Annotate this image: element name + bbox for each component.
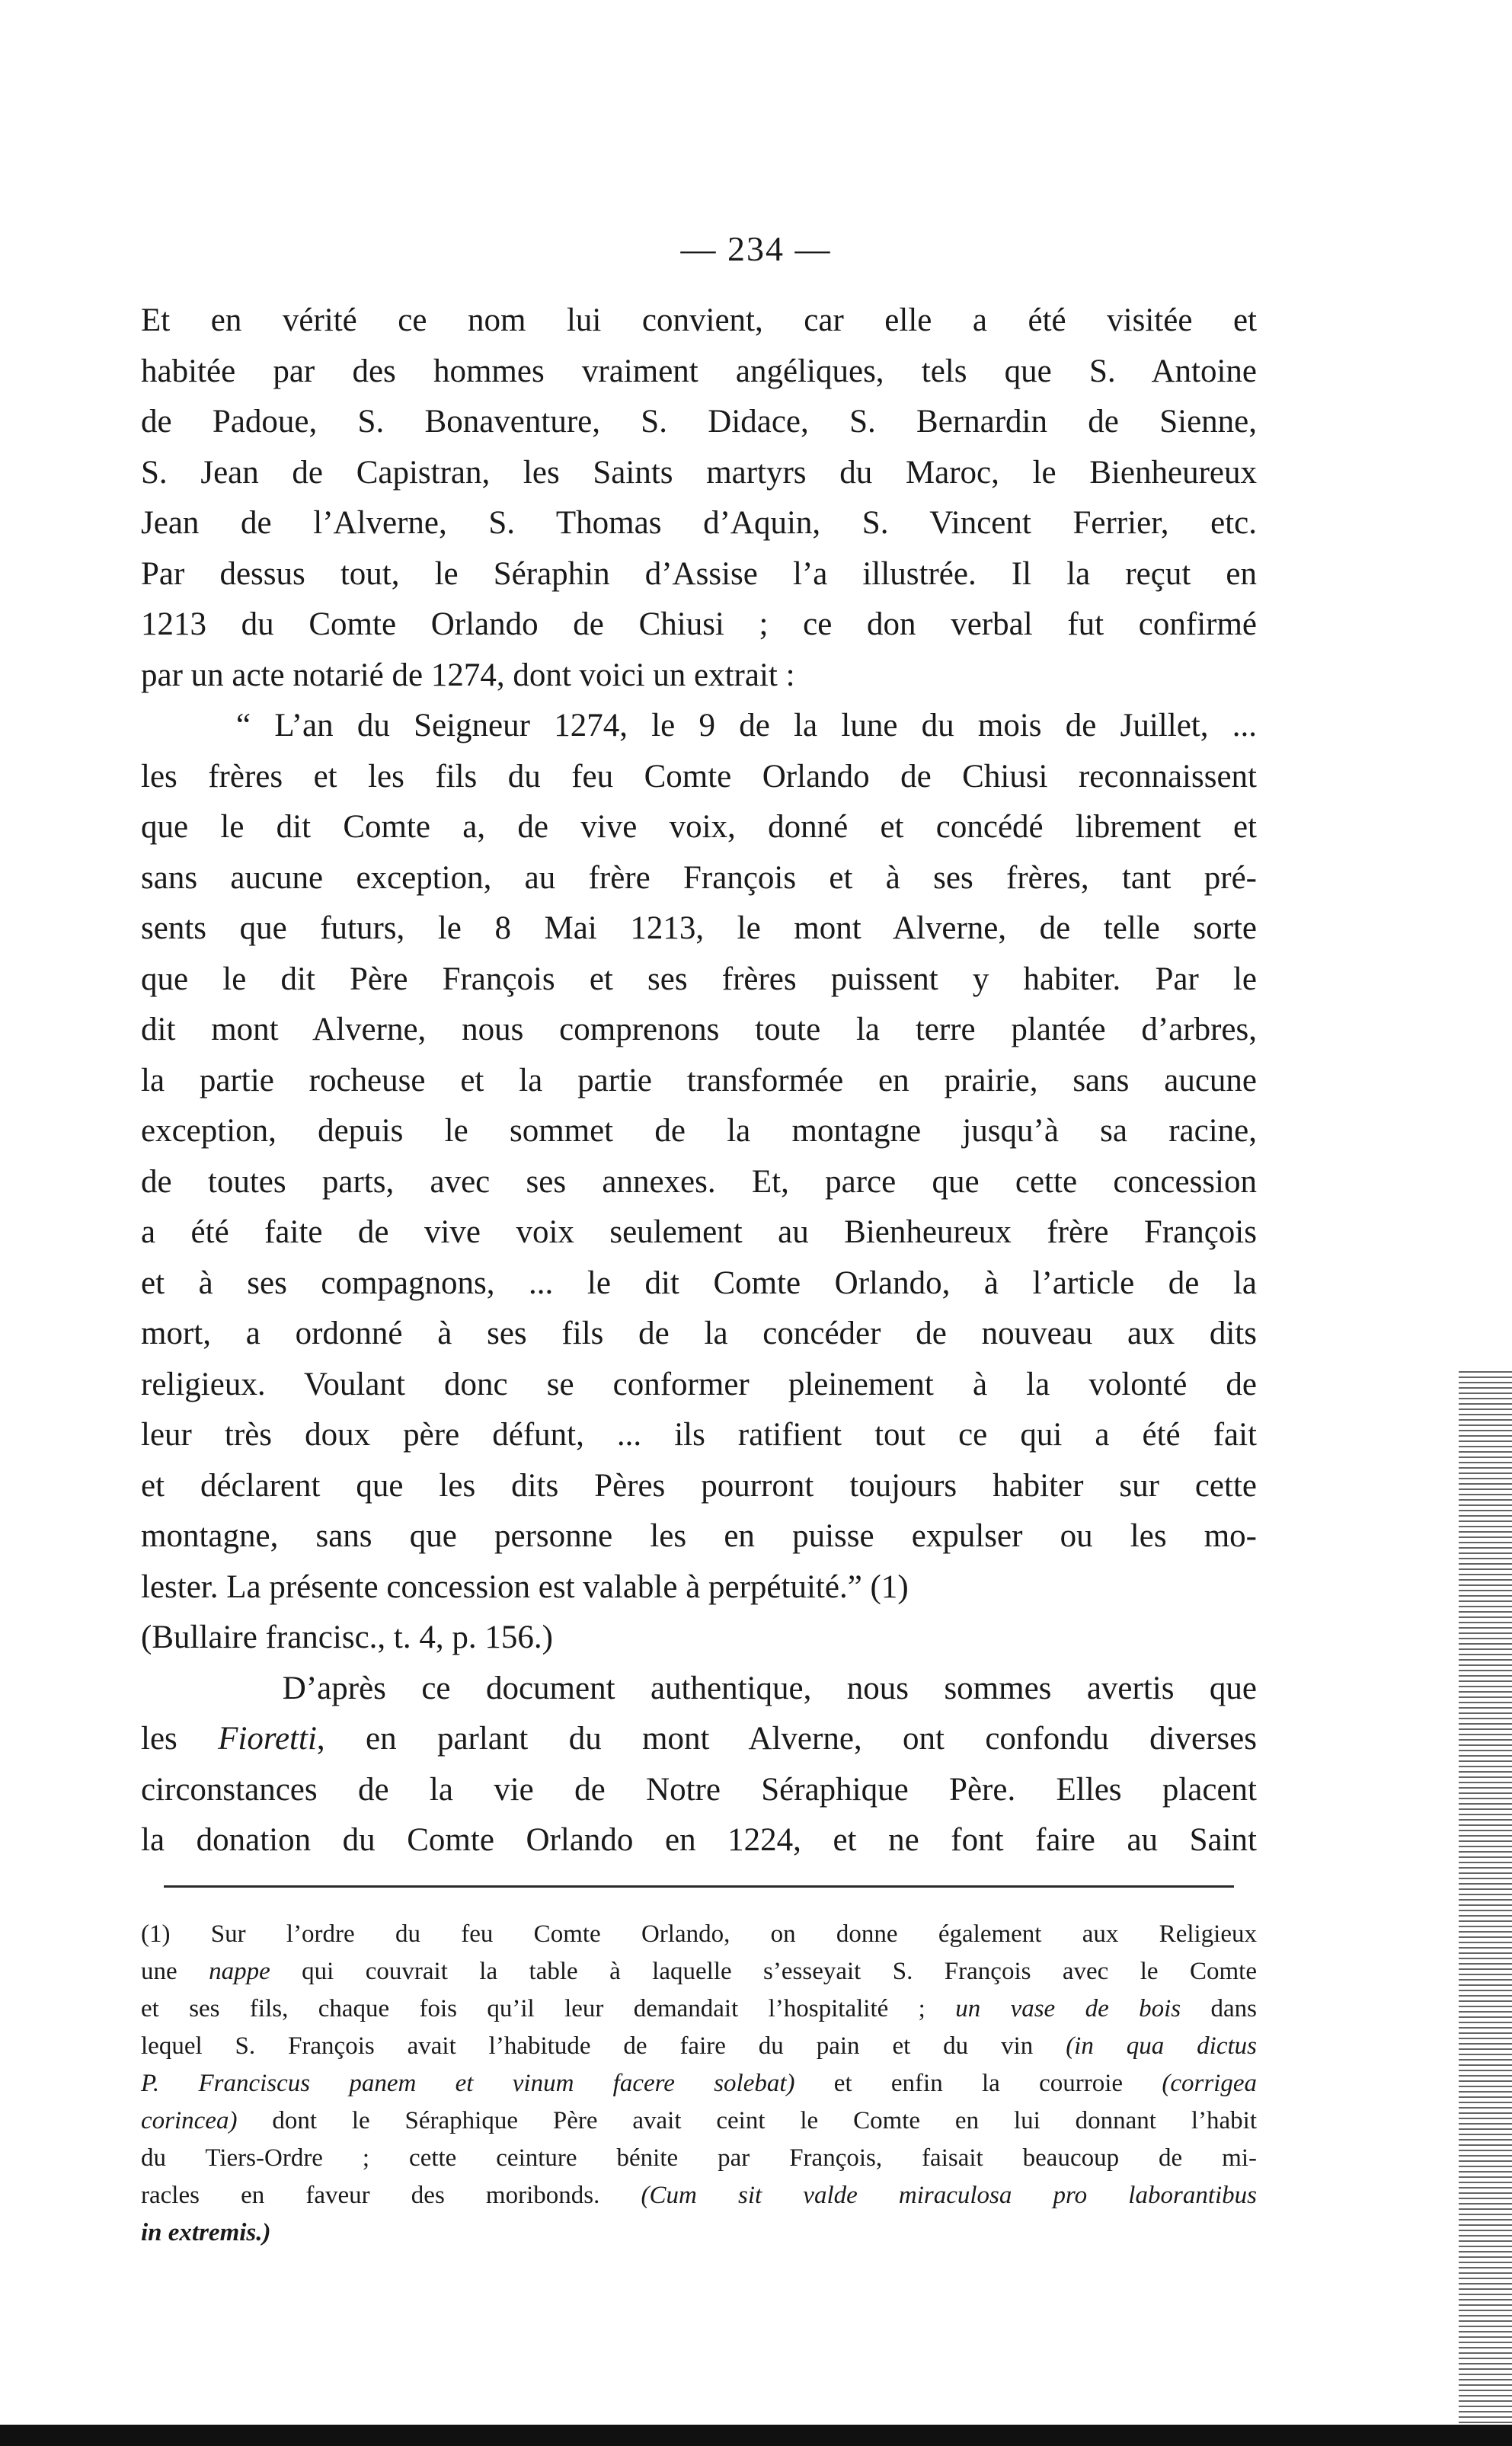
- body-line: “ L’an du Seigneur 1274, le 9 de la lune du mois de Juillet, ...: [141, 708, 1257, 743]
- body-line: les frères et les fils du feu Comte Orlando de Chiusi reconnaissent: [141, 758, 1257, 795]
- body-line: Et en vérité ce nom lui convient, car elle a été visitée et: [141, 302, 1257, 338]
- body-line: mort, a ordonné à ses fils de la concéder de nouveau aux dits: [141, 1316, 1257, 1351]
- footnote-italic: un vase de bois: [955, 1995, 1181, 2022]
- footnote-text: lequel S. François avait l’habitude de faire du pain et du vin: [141, 2032, 1066, 2060]
- italic-title: Fioretti: [218, 1721, 317, 1757]
- body-line: par un acte notarié de 1274, dont voici un extrait :: [141, 657, 795, 693]
- body-line: habitée par des hommes vraiment angéliques, tels que S. Antoine: [141, 353, 1257, 389]
- footnote-divider: [164, 1885, 1234, 1888]
- footnote-line: (1) Sur l’ordre du feu Comte Orlando, on donne également aux Religieux: [141, 1920, 1257, 1948]
- body-line: de Padoue, S. Bonaventure, S. Didace, S. Bernardin de Sienne,: [141, 404, 1257, 440]
- footnote-line: du Tiers-Ordre ; cette ceinture bénite par François, faisait beaucoup de mi-: [141, 2144, 1257, 2172]
- body-line: leur très doux père défunt, ... ils ratifient tout ce qui a été fait: [141, 1417, 1257, 1453]
- body-line: D’après ce document authentique, nous sommes avertis que: [141, 1670, 1257, 1706]
- footnote-text: et ses fils, chaque fois qu’il leur demandait l’hospitalité ;: [141, 1995, 956, 2022]
- footnote-text: racles en faveur des moribonds.: [141, 2182, 641, 2209]
- footnote-text: et enfin la courroie: [794, 2070, 1162, 2097]
- footnote-italic: in extremis.): [141, 2219, 271, 2246]
- body-line: de toutes parts, avec ses annexes. Et, parce que cette concession: [141, 1163, 1257, 1200]
- footnote-italic: (corrigea: [1162, 2070, 1257, 2097]
- page-number: — 234 —: [680, 229, 832, 268]
- body-line: et à ses compagnons, ... le dit Comte Orlando, à l’article de la: [141, 1265, 1257, 1301]
- footnote-text: dans: [1181, 1995, 1257, 2022]
- footnote-italic: (Cum sit valde miraculosa pro laborantibus: [641, 2182, 1257, 2209]
- footnote-line: [141, 2065, 1257, 2102]
- body-line: Jean de l’Alverne, S. Thomas d’Aquin, S. Vincent Ferrier, etc.: [141, 505, 1257, 541]
- body-line: la donation du Comte Orlando en 1224, et ne font faire au Saint: [141, 1822, 1257, 1858]
- body-line: S. Jean de Capistran, les Saints martyrs du Maroc, le Bienheureux: [141, 454, 1257, 491]
- scan-bottom-border: [0, 2425, 1512, 2446]
- footnote-text: qui couvrait la table à laquelle s’esseyait S. François avec le Comte: [270, 1958, 1257, 1985]
- footnote: [141, 1916, 1257, 2252]
- footnote-line: [141, 2102, 1257, 2140]
- body-line: et déclarent que les dits Pères pourront toujours habiter sur cette: [141, 1467, 1257, 1504]
- body-line: Par dessus tout, le Séraphin d’Assise l’a illustrée. Il la reçut en: [141, 555, 1257, 592]
- footnote-text: dont le Séraphique Père avait ceint le Comte en lui donnant l’habit: [237, 2107, 1257, 2134]
- footnote-italic: (in qua dictus: [1066, 2032, 1258, 2060]
- body-line-text: les Fioretti, en parlant du mont Alverne, ont confondu diverses: [141, 1721, 1257, 1757]
- body-line: sents que futurs, le 8 Mai 1213, le mont Alverne, de telle sorte: [141, 910, 1257, 946]
- footnote-italic: corincea): [141, 2107, 238, 2134]
- footnote-line: [141, 2214, 1257, 2252]
- footnote-line: [141, 2028, 1257, 2065]
- body-line: que le dit Comte a, de vive voix, donné et concédé librement et: [141, 809, 1257, 845]
- body-line: a été faite de vive voix seulement au Bienheureux frère François: [141, 1214, 1257, 1250]
- footnote-line: [141, 1990, 1257, 2028]
- body-line: religieux. Voulant donc se conformer pleinement à la volonté de: [141, 1366, 1257, 1402]
- body-line: dit mont Alverne, nous comprenons toute la terre plantée d’arbres,: [141, 1012, 1257, 1047]
- body-text: [141, 296, 1257, 1866]
- body-line: montagne, sans que personne les en puisse expulser ou les mo-: [141, 1518, 1257, 1554]
- footnote-text: une: [141, 1958, 209, 1985]
- footnote-line: [141, 2177, 1257, 2214]
- body-line: sans aucune exception, au frère François et à ses frères, tant pré-: [141, 859, 1257, 896]
- body-line: lester. La présente concession est valable à perpétuité.” (1): [141, 1568, 909, 1605]
- footnote-italic: nappe: [209, 1958, 270, 1985]
- footnote-line: [141, 1953, 1257, 1990]
- body-line: (Bullaire francisc., t. 4, p. 156.): [141, 1619, 553, 1655]
- body-line: que le dit Père François et ses frères puissent y habiter. Par le: [141, 961, 1257, 997]
- body-line: circonstances de la vie de Notre Séraphique Père. Elles placent: [141, 1771, 1257, 1808]
- scan-edge-artifact: [1459, 1371, 1512, 2446]
- footnote-italic: P. Franciscus panem et vinum facere solebat): [141, 2070, 795, 2097]
- body-line: exception, depuis le sommet de la montagne jusqu’à sa racine,: [141, 1113, 1257, 1149]
- body-line: 1213 du Comte Orlando de Chiusi ; ce don verbal fut confirmé: [141, 606, 1257, 642]
- body-line-with-italic: [141, 1714, 1257, 1765]
- body-line: la partie rocheuse et la partie transformée en prairie, sans aucune: [141, 1062, 1257, 1098]
